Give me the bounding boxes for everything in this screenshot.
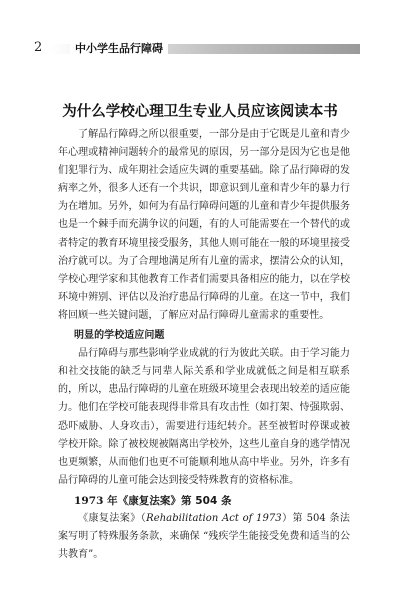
rehab-lead: 《康复法案》（ bbox=[78, 512, 147, 524]
paragraph-intro: 了解品行障碍之所以很重要，一部分是由于它既是儿童和青少年心理或精神问题转介的最常见的原因，另一部分是因为它也是他们犯罪行为、成年期社会适应失调的重要基础。除了品行障碍的发病率之外，很多人还有一个共识，即意识到儿童和青少年的暴力行为在增加。另外，如何为有品行障碍问题的儿童和青少年提供服务也是一个棘手而充满争议的问题，有的人可能需要在一个替代的或者特定的教育环境里接受服务，其他人则可能在一般的环境里接受治疗就可以。为了合理地满足所有儿童的需求，摆清公众的认知，学校心理学家和其他教育工作者们需要具备相应的能力，以在学校环境中辨别、评估以及治疗患品行障碍的儿童。在这一节中，我们将回顾一些关键问题，了解应对品行障碍儿童需求的重要性。 bbox=[58, 129, 350, 321]
book-title: 中小学生品行障碍 bbox=[70, 40, 168, 58]
subsection-heading: 明显的学校适应问题 bbox=[74, 330, 165, 342]
paragraph-rehab-act bbox=[58, 510, 350, 564]
rehab-act-name: Rehabilitation Act of 1973 bbox=[146, 512, 282, 524]
page-number: 2 bbox=[34, 40, 43, 55]
law-heading-year: 1973 bbox=[74, 494, 104, 507]
rehab-tail: ）第 504 条法案写明了特殊服务条款，来确保 “残疾学生能接受免费和适当的公共教育”。 bbox=[58, 512, 350, 561]
section-title: 为什么学校心理卫生专业人员应该阅读本书 bbox=[62, 104, 338, 120]
law-heading bbox=[74, 492, 350, 510]
law-heading-text: 年《康复法案》第 504 条 bbox=[103, 494, 232, 507]
paragraph-school-adjustment: 品行障碍与那些影响学业成就的行为彼此关联。由于学习能力和社交技能的缺乏与同辈人际关系和学业成就低之间是相互联系的，所以，患品行障碍的儿童在班级环境里会表现出较差的适应能力。他们在学校可能表现得非常具有攻击性（如打架、恃强欺弱、恐吓威胁、人身攻击），需要进行违纪转介。甚至被暂时停课或被学校开除。除了被校规被隔离出学校外，这些儿童自身的逃学情况也更频繁，从而他们也更不可能顺利地从高中毕业。另外，许多有品行障碍的儿童可能会达到接受特殊教育的资格标准。 bbox=[58, 348, 350, 486]
body-text bbox=[58, 126, 350, 564]
running-header bbox=[0, 38, 400, 62]
